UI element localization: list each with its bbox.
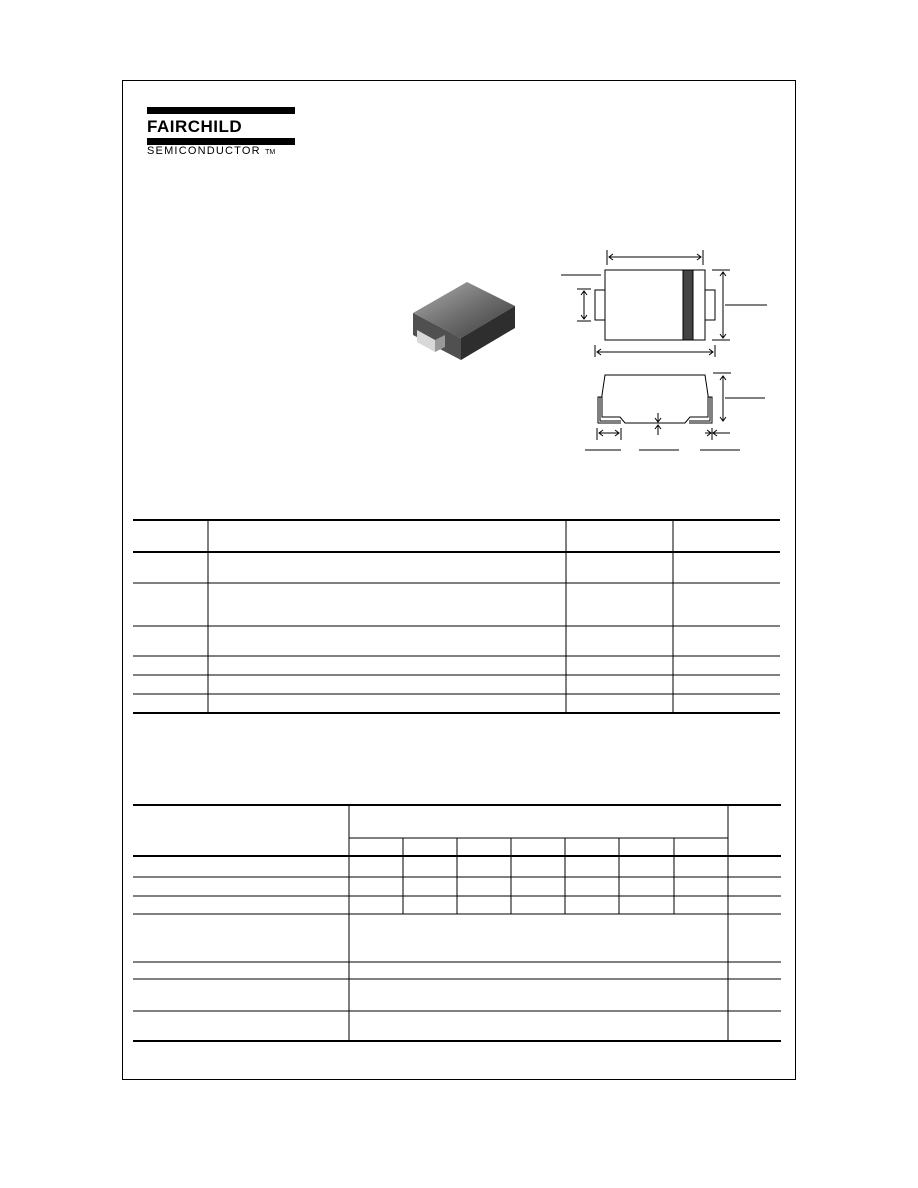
logo-subtitle-text: SEMICONDUCTOR [147,145,261,157]
logo-wordmark: FAIRCHILD [147,117,243,136]
logo-trademark: TM [265,149,276,156]
